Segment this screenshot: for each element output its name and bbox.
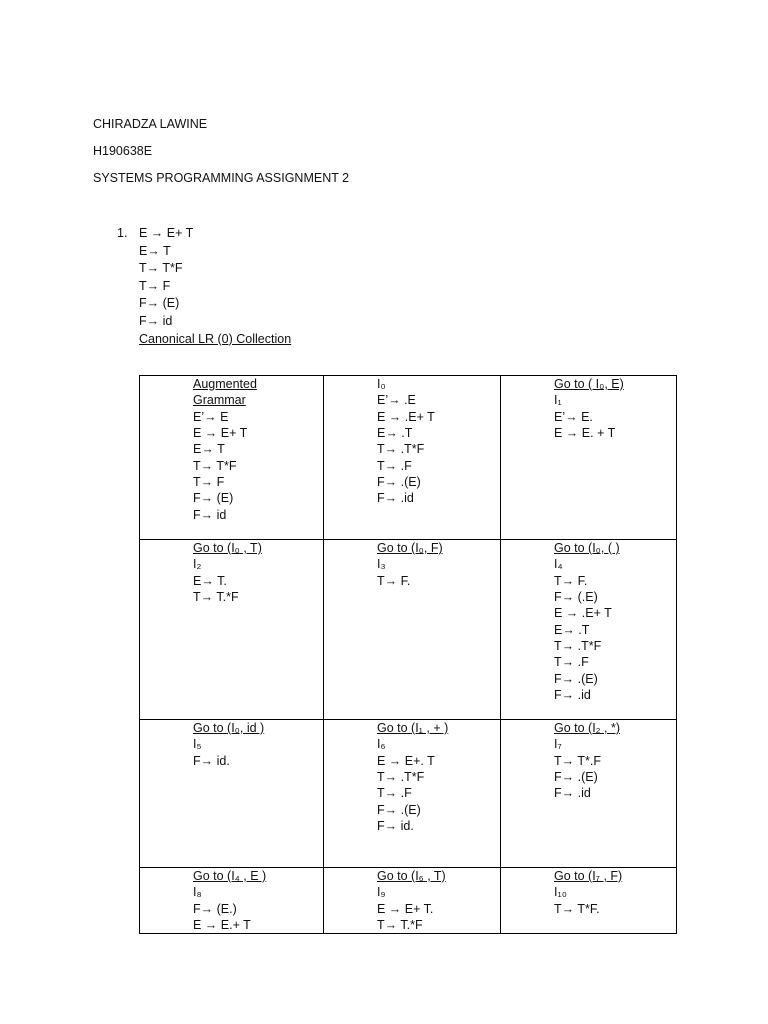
lr-item: E → E+. T: [377, 753, 435, 768]
item-set-label: I₁₀: [554, 885, 567, 900]
item-set-label: I₇: [554, 737, 562, 752]
student-id: H190638E: [93, 144, 153, 158]
lr-item: T→ F: [193, 475, 225, 490]
table-row: [140, 376, 677, 540]
production-rule: T→ T*F: [139, 261, 183, 276]
item-set-label: I₆: [377, 737, 386, 752]
lr-item: F→ id.: [377, 819, 414, 834]
goto-title: Go to (I₄ , E ): [193, 869, 267, 883]
lr-item: F→ .id: [377, 491, 414, 506]
lr-item: T→ T.*F: [377, 918, 423, 933]
lr-item: T→ .F: [377, 458, 412, 473]
lr-item: E’→ E: [193, 409, 229, 424]
item-set-label: I₀: [377, 377, 386, 391]
lr-item: F→ (.E): [554, 590, 598, 605]
lr-item: T→ .T*F: [554, 639, 602, 654]
lr-item: T→ .T*F: [377, 770, 425, 785]
document-title: SYSTEMS PROGRAMMING ASSIGNMENT 2: [93, 171, 350, 185]
grammar-productions: [139, 225, 291, 348]
item-set-cell: [140, 540, 324, 720]
goto-title: Go to (I₆ , T): [377, 869, 446, 883]
lr-item: E → .E+ T: [377, 409, 435, 424]
lr-item: E → E+ T.: [377, 901, 434, 916]
lr-item: T→ F.: [554, 573, 588, 588]
lr-item: E→ .T: [554, 622, 590, 637]
table-row: [140, 540, 677, 720]
lr-item: T→ F.: [377, 573, 411, 588]
question-number: 1.: [117, 226, 128, 240]
goto-title: Go to (I₁ , + ): [377, 721, 449, 735]
lr-item: T→ T*.F: [554, 753, 601, 768]
item-set-cell: [501, 540, 677, 720]
item-set-label: I₈: [193, 885, 202, 900]
item-set-label: I₃: [377, 557, 386, 572]
item-set-cell: [140, 868, 324, 934]
production-rule: E → E+ T: [139, 226, 194, 240]
lr-item: F→ (E.): [193, 901, 237, 916]
item-set-label: I₅: [193, 737, 202, 752]
goto-title: Go to ( I₀, E): [554, 377, 624, 391]
table-row: [140, 868, 677, 934]
item-set-cell: [501, 376, 677, 540]
item-set-cell: [501, 868, 677, 934]
item-set-cell: [324, 720, 501, 868]
lr-item: F→ id.: [193, 753, 230, 768]
lr0-collection-table: [139, 375, 677, 934]
production-rule: T→ F: [139, 278, 171, 293]
lr-item: F→ .(E): [554, 770, 598, 785]
production-rule: E→ T: [139, 243, 171, 258]
lr-item: F→ id: [193, 507, 227, 522]
goto-title: Go to (I₀, F): [377, 541, 443, 555]
goto-title: Go to (I₀, ( ): [554, 541, 620, 555]
goto-title: Go to (I₇ , F): [554, 869, 623, 883]
production-rule: F→ (E): [139, 296, 180, 311]
item-set-cell: [140, 720, 324, 868]
lr-item: F→ .(E): [377, 475, 421, 490]
lr-item: F→ .id: [554, 786, 591, 801]
item-set-cell: [501, 720, 677, 868]
item-set-label: I₄: [554, 557, 563, 572]
author-name: CHIRADZA LAWINE: [93, 117, 208, 131]
lr-item: E’→ .E: [377, 393, 416, 408]
lr-item: T→ T*F: [193, 458, 237, 473]
lr-item: T→ .F: [377, 786, 412, 801]
production-rule: F→ id: [139, 313, 173, 328]
goto-title: Grammar: [193, 393, 246, 408]
goto-title: Go to (I₂ , *): [554, 721, 620, 735]
lr-item: E → .E+ T: [554, 606, 612, 621]
table-row: [140, 720, 677, 868]
lr-item: E→ .T: [377, 426, 413, 441]
lr-item: E → E+ T: [193, 426, 248, 441]
lr-item: T→ .F: [554, 655, 589, 670]
lr-item: E’→ E.: [554, 409, 593, 424]
item-set-cell: [324, 540, 501, 720]
item-set-label: I₁: [554, 393, 562, 408]
lr-item: T→ T.*F: [193, 590, 239, 605]
item-set-cell: [140, 376, 324, 540]
lr-item: T→ T*F.: [554, 901, 600, 916]
item-set-cell: [324, 376, 501, 540]
item-set-label: I₉: [377, 885, 386, 900]
lr-item: E→ T.: [193, 573, 227, 588]
lr-item: F→ .(E): [377, 802, 421, 817]
goto-title: Augmented: [193, 377, 257, 391]
lr-item: T→ .T*F: [377, 442, 425, 457]
goto-title: Go to (I₀ , T): [193, 541, 262, 555]
item-set-cell: [324, 868, 501, 934]
lr-item: F→ (E): [193, 491, 234, 506]
lr-item: F→ .(E): [554, 671, 598, 686]
lr-item: E → E. + T: [554, 426, 616, 441]
lr-item: E → E.+ T: [193, 918, 251, 933]
collection-heading: Canonical LR (0) Collection: [139, 331, 292, 346]
goto-title: Go to (I₀, id ): [193, 721, 265, 735]
item-set-label: I₂: [193, 557, 202, 572]
lr-item: F→ .id: [554, 688, 591, 703]
lr-item: E→ T: [193, 442, 225, 457]
